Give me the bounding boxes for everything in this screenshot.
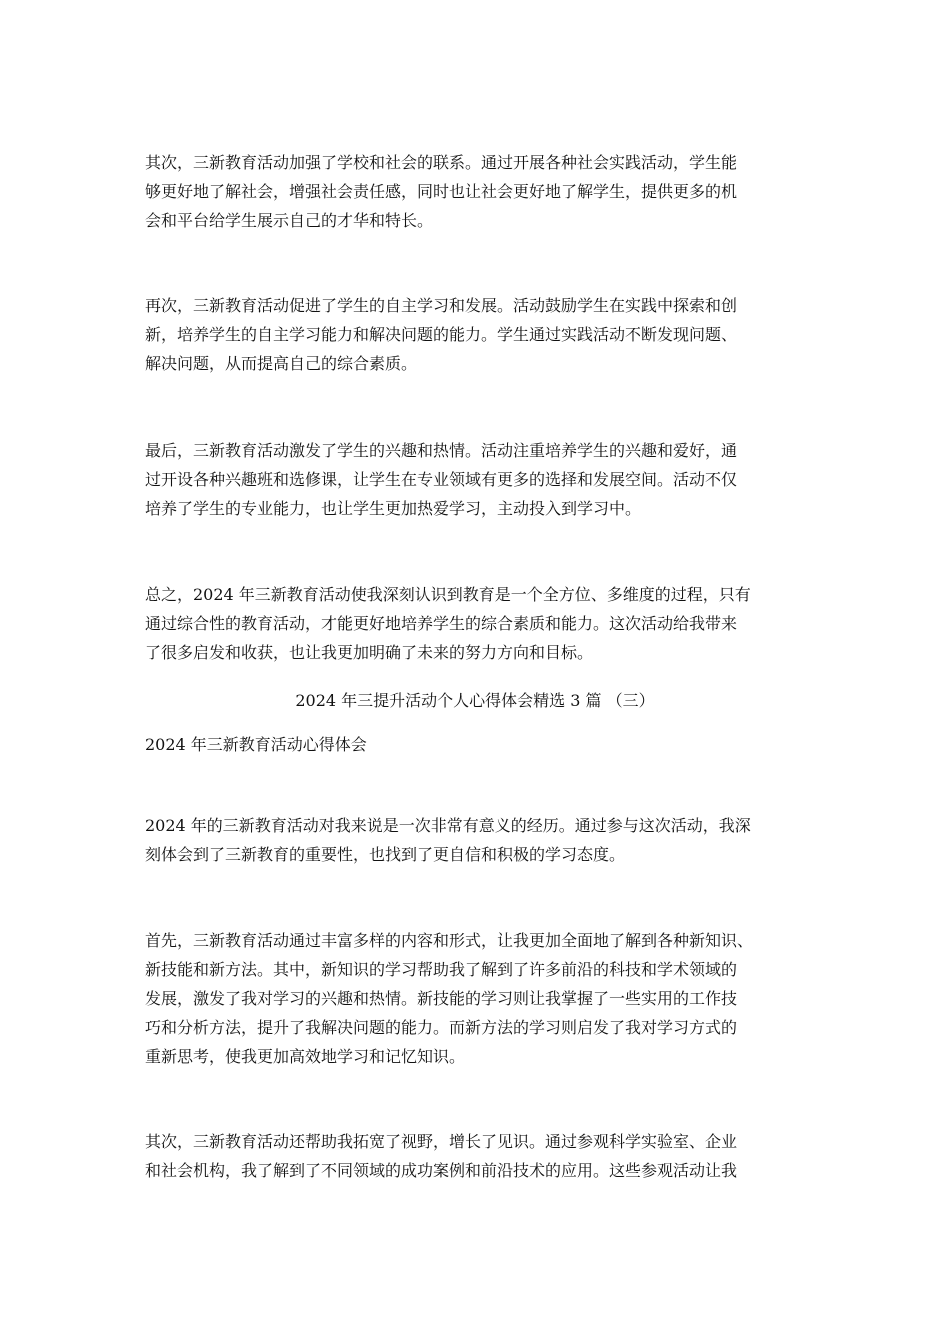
- paragraph-broaden-horizons: [145, 1127, 810, 1185]
- text-line: 新，培养学生的自主学习能力和解决问题的能力。学生通过实践活动不断发现问题、: [145, 325, 738, 344]
- text-line: 刻体会到了三新教育的重要性，也找到了更自信和积极的学习态度。: [145, 845, 626, 864]
- article-subtitle: 2024 年三新教育活动心得体会: [145, 735, 367, 754]
- text-line: 再次，三新教育活动促进了学生的自主学习和发展。活动鼓励学生在实践中探索和创: [145, 296, 738, 315]
- paragraph-self-learning: [145, 291, 810, 378]
- text-line: 培养了学生的专业能力，也让学生更加热爱学习，主动投入到学习中。: [145, 499, 642, 518]
- paragraph-social-connection: [145, 148, 810, 235]
- text-line: 和社会机构，我了解到了不同领域的成功案例和前沿技术的应用。这些参观活动让我: [145, 1161, 738, 1180]
- text-line: 总之，2024 年三新教育活动使我深刻认识到教育是一个全方位、多维度的过程，只有: [145, 585, 751, 604]
- text-line: 了很多启发和收获，也让我更加明确了未来的努力方向和目标。: [145, 643, 594, 662]
- text-line: 最后，三新教育活动激发了学生的兴趣和热情。活动注重培养学生的兴趣和爱好，通: [145, 441, 738, 460]
- text-line: 首先，三新教育活动通过丰富多样的内容和形式，让我更加全面地了解到各种新知识、: [145, 931, 754, 950]
- text-line: 解决问题，从而提高自己的综合素质。: [145, 354, 418, 373]
- text-line: 重新思考，使我更加高效地学习和记忆知识。: [145, 1047, 466, 1066]
- text-line: 其次，三新教育活动加强了学校和社会的联系。通过开展各种社会实践活动，学生能: [145, 153, 738, 172]
- text-line: 2024 年的三新教育活动对我来说是一次非常有意义的经历。通过参与这次活动，我深: [145, 816, 751, 835]
- paragraph-interest: [145, 436, 810, 523]
- text-line: 会和平台给学生展示自己的才华和特长。: [145, 211, 434, 230]
- paragraph-conclusion: [145, 580, 810, 667]
- text-line: 新技能和新方法。其中，新知识的学习帮助我了解到了许多前沿的科技和学术领域的: [145, 960, 738, 979]
- paragraph-introduction: [145, 811, 810, 869]
- text-line: 过开设各种兴趣班和选修课，让学生在专业领域有更多的选择和发展空间。活动不仅: [145, 470, 738, 489]
- section-title: 2024 年三提升活动个人心得体会精选 3 篇 （三）: [295, 691, 655, 710]
- text-line: 通过综合性的教育活动，才能更好地培养学生的综合素质和能力。这次活动给我带来: [145, 614, 738, 633]
- text-line: 巧和分析方法，提升了我解决问题的能力。而新方法的学习则启发了我对学习方式的: [145, 1018, 738, 1037]
- text-line: 够更好地了解社会，增强社会责任感，同时也让社会更好地了解学生，提供更多的机: [145, 182, 738, 201]
- paragraph-new-knowledge: [145, 926, 810, 1071]
- text-line: 其次，三新教育活动还帮助我拓宽了视野，增长了见识。通过参观科学实验室、企业: [145, 1132, 738, 1151]
- text-line: 发展，激发了我对学习的兴趣和热情。新技能的学习则让我掌握了一些实用的工作技: [145, 989, 738, 1008]
